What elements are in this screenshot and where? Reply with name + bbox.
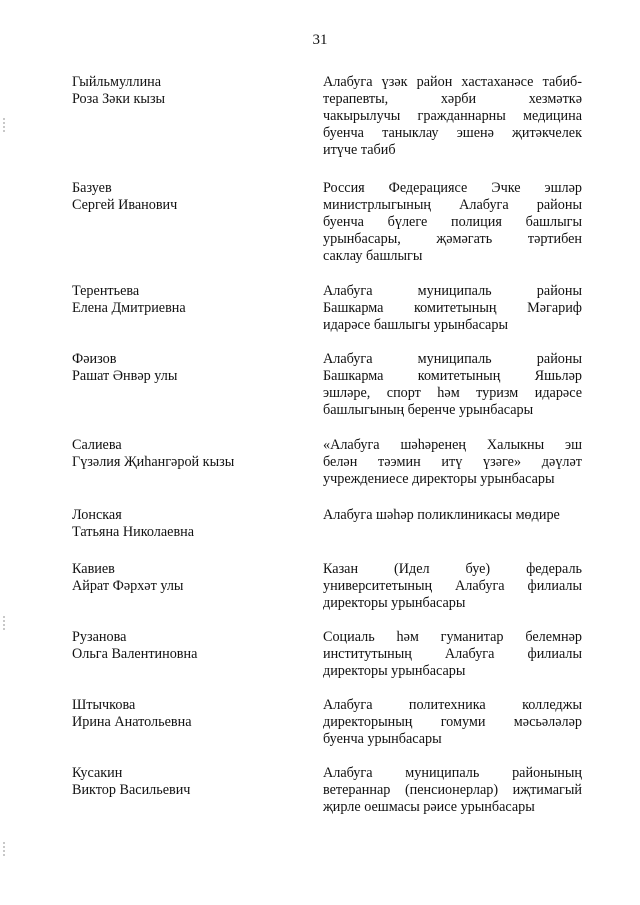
member-given-name: Елена Дмитриевна xyxy=(72,300,186,316)
member-position-line: Россия Федерациясе Эчке эшләр xyxy=(323,180,582,196)
member-position-line: идарәсе башлыгы урынбасары xyxy=(323,317,508,333)
member-position-line: директорының гомуми мәсьәләләр xyxy=(323,714,582,730)
member-position-line: буенча бүлеге полиция башлыгы xyxy=(323,214,582,230)
member-position-line: Алабуга шәһәр поликлиникасы мөдире xyxy=(323,507,560,523)
member-position-line: ветераннар (пенсионерлар) иҗтимагый xyxy=(323,782,582,798)
member-surname: Гыйльмуллина xyxy=(72,74,162,90)
member-position xyxy=(323,283,582,334)
member-position-line: Казан (Идел буе) федераль xyxy=(323,561,582,577)
member-name xyxy=(72,561,292,595)
member-position xyxy=(323,561,582,612)
member-name xyxy=(72,351,292,385)
member-given-name: Ольга Валентиновна xyxy=(72,646,198,662)
member-position-line: институтының Алабуга филиалы xyxy=(323,646,582,662)
member-given-name: Айрат Фәрхәт улы xyxy=(72,578,184,594)
scan-margin-mark xyxy=(3,842,5,856)
member-position-line: министрлыгының Алабуга районы xyxy=(323,197,582,213)
member-position-line: Алабуга политехника колледжы xyxy=(323,697,582,713)
member-given-name: Виктор Васильевич xyxy=(72,782,191,798)
member-name xyxy=(72,507,292,541)
member-position-line: Социаль һәм гуманитар белемнәр xyxy=(323,629,582,645)
member-surname: Кавиев xyxy=(72,561,115,577)
member-position-line: директоры урынбасары xyxy=(323,663,466,679)
member-given-name: Гүзәлия Җиһангәрой кызы xyxy=(72,454,235,470)
member-position xyxy=(323,180,582,265)
member-position-line: университетының Алабуга филиалы xyxy=(323,578,582,594)
member-given-name: Ирина Анатольевна xyxy=(72,714,192,730)
member-position-line: урынбасары, җәмәгать тәртибен xyxy=(323,231,582,247)
member-position-line: итүче табиб xyxy=(323,142,396,158)
scan-margin-mark xyxy=(3,616,5,630)
member-surname: Фәизов xyxy=(72,351,117,367)
member-position xyxy=(323,74,582,159)
member-name xyxy=(72,629,292,663)
member-position-line: башлыгының беренче урынбасары xyxy=(323,402,534,418)
page-number: 31 xyxy=(312,32,328,48)
member-position xyxy=(323,629,582,680)
member-position-line: чакырылучы гражданнарны медицина xyxy=(323,108,582,124)
member-position xyxy=(323,765,582,816)
member-given-name: Роза Зәки кызы xyxy=(72,91,166,107)
member-position-line: эшләре, спорт һәм туризм идарәсе xyxy=(323,385,582,401)
member-name xyxy=(72,765,292,799)
member-position-line: җирле оешмасы рәисе урынбасары xyxy=(323,799,535,815)
member-position-line: саклау башлыгы xyxy=(323,248,423,264)
member-position-line: Башкарма комитетының Мәгариф xyxy=(323,300,582,316)
member-name xyxy=(72,74,292,108)
member-position xyxy=(323,507,582,524)
member-surname: Штычкова xyxy=(72,697,136,713)
member-position-line: «Алабуга шәһәренең Халыкны эш xyxy=(323,437,582,453)
member-position-line: белән тәэмин итү үзәге» дәүләт xyxy=(323,454,582,470)
member-given-name: Сергей Иванович xyxy=(72,197,178,213)
member-position-line: Башкарма комитетының Яшьләр xyxy=(323,368,582,384)
member-position-line: учреждениесе директоры урынбасары xyxy=(323,471,555,487)
member-position-line: буенча урынбасары xyxy=(323,731,442,747)
member-position xyxy=(323,351,582,419)
member-surname: Салиева xyxy=(72,437,122,453)
member-position xyxy=(323,697,582,748)
member-position-line: буенча таныклау эшенә җитәкчелек xyxy=(323,125,582,141)
member-surname: Лонская xyxy=(72,507,122,523)
scan-margin-mark xyxy=(3,118,5,132)
member-name xyxy=(72,697,292,731)
member-surname: Кусакин xyxy=(72,765,123,781)
member-position-line: Алабуга муниципаль районының xyxy=(323,765,582,781)
member-position-line: Алабуга муниципаль районы xyxy=(323,351,582,367)
member-surname: Рузанова xyxy=(72,629,127,645)
member-given-name: Татьяна Николаевна xyxy=(72,524,195,540)
member-name xyxy=(72,437,292,471)
member-name xyxy=(72,283,292,317)
member-name xyxy=(72,180,292,214)
member-position-line: директоры урынбасары xyxy=(323,595,466,611)
member-position-line: терапевты, хәрби хезмәткә xyxy=(323,91,582,107)
member-position-line: Алабуга үзәк район хастаханәсе табиб- xyxy=(323,74,582,90)
member-surname: Базуев xyxy=(72,180,112,196)
member-surname: Терентьева xyxy=(72,283,140,299)
member-position-line: Алабуга муниципаль районы xyxy=(323,283,582,299)
member-position xyxy=(323,437,582,488)
member-given-name: Рашат Әнвәр улы xyxy=(72,368,178,384)
